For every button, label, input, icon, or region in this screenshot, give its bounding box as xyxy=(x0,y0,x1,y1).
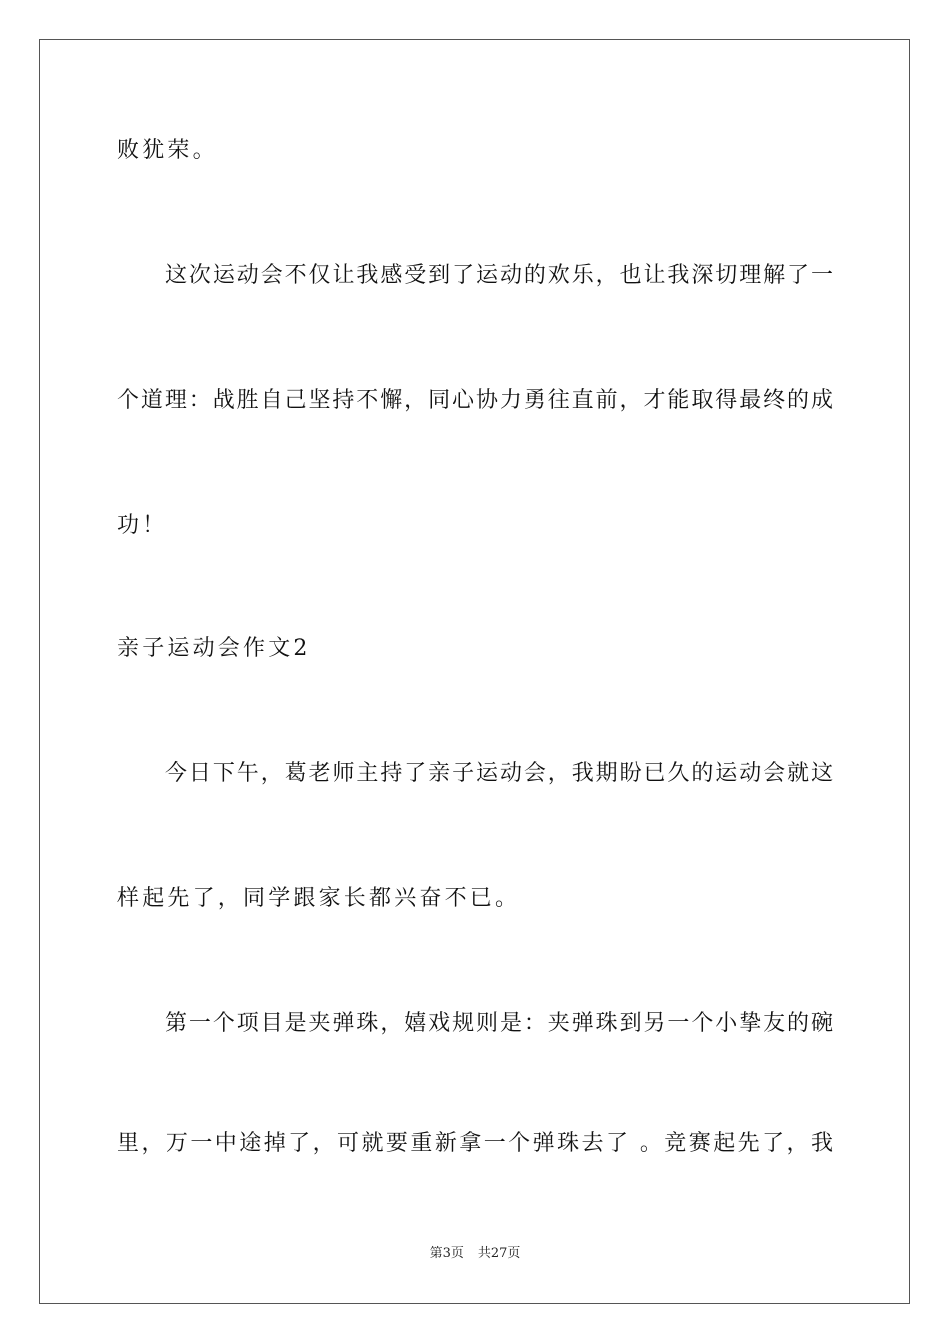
text-line: 败犹荣。 xyxy=(117,138,218,163)
text-line: 样起先了，同学跟家长都兴奋不已。 xyxy=(117,886,521,911)
text-line: 第一个项目是夹弹珠，嬉戏规则是：夹弹珠到另一个小挚友的碗 xyxy=(165,1011,833,1036)
text-line: 个道理：战胜自己坚持不懈，同心协力勇往直前，才能取得最终的成 xyxy=(117,388,833,413)
page-total: 共27页 xyxy=(477,1246,521,1261)
text-line: 功！ xyxy=(117,513,168,538)
text-line: 今日下午，葛老师主持了亲子运动会，我期盼已久的运动会就这 xyxy=(165,761,833,786)
page-border xyxy=(39,39,910,1304)
page-footer xyxy=(0,1245,950,1263)
text-line: 这次运动会不仅让我感受到了运动的欢乐，也让我深切理解了一 xyxy=(165,263,833,288)
text-line: 里，万一中途掉了，可就要重新拿一个弹珠去了 。竞赛起先了，我 xyxy=(117,1131,833,1156)
section-heading: 亲子运动会作文2 xyxy=(117,636,311,661)
page-number: 第3页 xyxy=(429,1246,464,1261)
